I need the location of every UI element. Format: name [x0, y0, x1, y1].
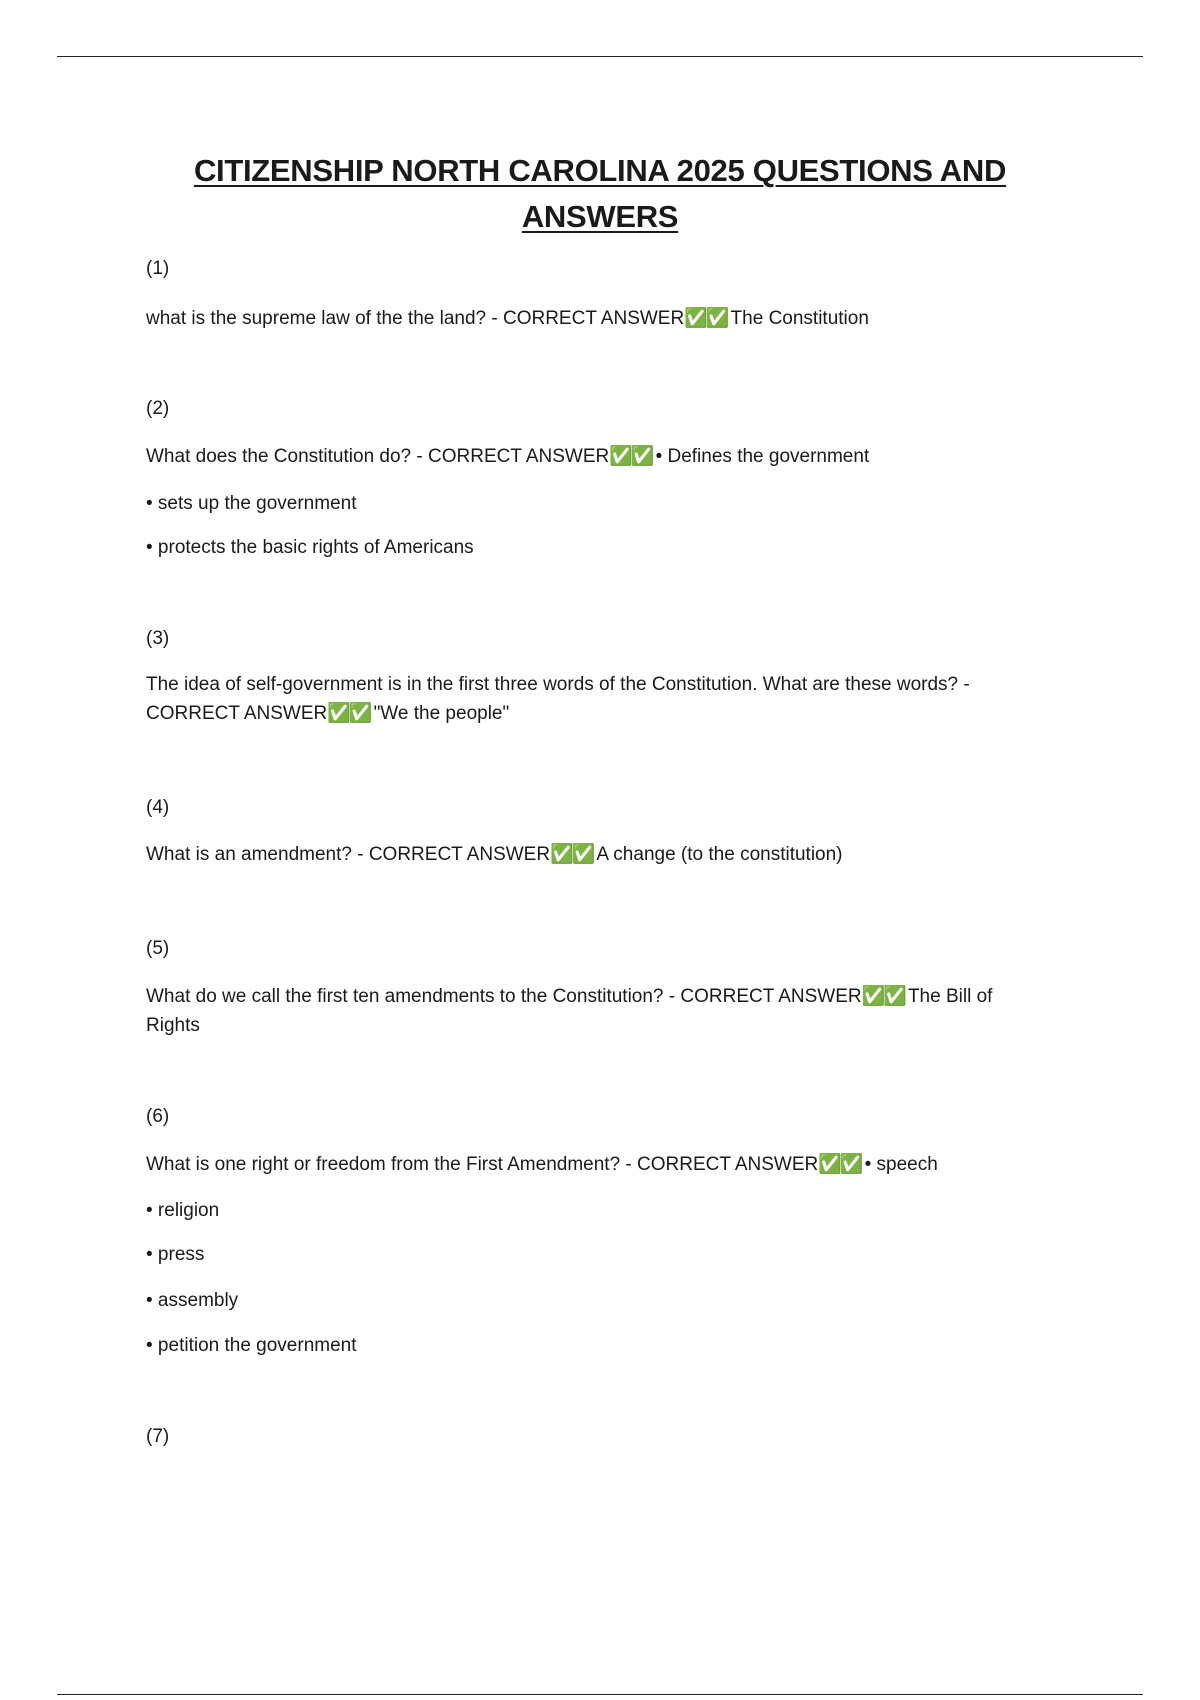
answer-bullet: • petition the government — [146, 1335, 357, 1356]
answer-bullet: • assembly — [146, 1290, 239, 1311]
question-text: what is the supreme law of the the land? — [146, 308, 487, 329]
answer-text: • Defines the government — [655, 446, 870, 467]
question-text: What is an amendment? — [146, 844, 352, 865]
answer-bullet: • sets up the government — [146, 493, 357, 514]
document-title: CITIZENSHIP NORTH CAROLINA 2025 QUESTIONS AND ANSWERS — [193, 153, 1007, 234]
checkmark-icon: ✅✅ — [684, 308, 728, 329]
item-number: (1) — [146, 258, 170, 279]
answer-marker: - CORRECT ANSWER — [668, 986, 862, 1007]
answer-marker: - CORRECT ANSWER — [625, 1154, 819, 1175]
qa-line — [146, 840, 843, 869]
qa-line — [146, 1150, 938, 1179]
answer-bullet: • protects the basic rights of Americans — [146, 537, 474, 558]
answer-text: The Bill of Rights — [146, 986, 993, 1036]
checkmark-icon: ✅✅ — [609, 446, 653, 467]
qa-line — [146, 982, 1046, 1040]
checkmark-icon: ✅✅ — [327, 703, 371, 724]
qa-line — [146, 304, 869, 333]
item-number: (4) — [146, 797, 170, 818]
bottom-rule — [57, 1694, 1143, 1695]
question-text: The idea of self-government is in the first three words of the Constitution. What are these words? — [146, 674, 959, 695]
question-text: What does the Constitution do? — [146, 446, 412, 467]
top-rule — [57, 56, 1143, 57]
answer-marker: - CORRECT ANSWER — [146, 674, 970, 724]
answer-text: The Constitution — [730, 308, 869, 329]
checkmark-icon: ✅✅ — [818, 1154, 862, 1175]
answer-bullet: • religion — [146, 1200, 220, 1221]
answer-text: "We the people" — [373, 703, 510, 724]
item-number: (7) — [146, 1426, 170, 1447]
item-number: (5) — [146, 938, 170, 959]
answer-text: • speech — [864, 1154, 938, 1175]
question-text: What is one right or freedom from the First Amendment? — [146, 1154, 621, 1175]
answer-marker: - CORRECT ANSWER — [357, 844, 551, 865]
item-number: (6) — [146, 1106, 170, 1127]
qa-line — [146, 442, 869, 471]
answer-marker: - CORRECT ANSWER — [416, 446, 610, 467]
answer-text: A change (to the constitution) — [596, 844, 843, 865]
checkmark-icon: ✅✅ — [550, 844, 594, 865]
item-number: (2) — [146, 398, 170, 419]
qa-line — [146, 670, 1046, 728]
answer-marker: - CORRECT ANSWER — [491, 308, 685, 329]
checkmark-icon: ✅✅ — [861, 986, 905, 1007]
item-number: (3) — [146, 628, 170, 649]
question-text: What do we call the first ten amendments to the Constitution? — [146, 986, 664, 1007]
answer-bullet: • press — [146, 1244, 205, 1265]
